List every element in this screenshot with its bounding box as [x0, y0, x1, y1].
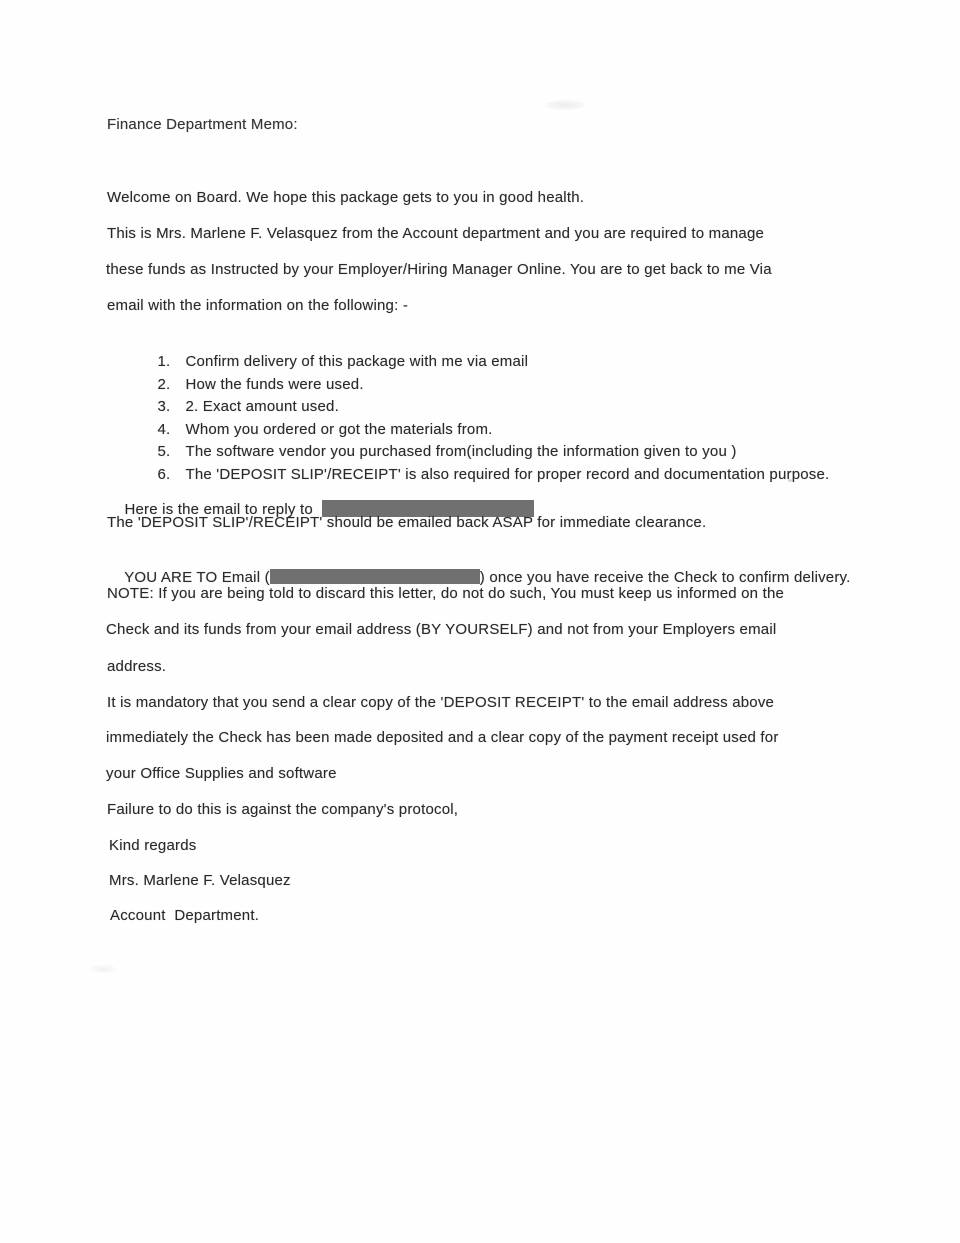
list-item-number: 5.: [157, 443, 171, 460]
list-item-number: 4.: [157, 421, 171, 438]
list-item-number: 2.: [157, 376, 171, 393]
signature-name: Mrs. Marlene F. Velasquez: [109, 872, 291, 889]
mandatory-line-1: It is mandatory that you send a clear copy of the 'DEPOSIT RECEIPT' to the email address above: [107, 694, 775, 711]
list-item-number: 1.: [157, 353, 171, 370]
clearance-line: The 'DEPOSIT SLIP'/RECEIPT' should be emailed back ASAP for immediate clearance.: [107, 514, 707, 531]
signature-department: Account Department.: [110, 907, 260, 924]
reply-email-prefix: Here is the email to reply to: [124, 501, 313, 518]
mandatory-line-2: immediately the Check has been made deposited and a clear copy of the payment receipt used for: [106, 729, 779, 746]
list-item-text: 2. Exact amount used.: [185, 398, 339, 415]
failure-line: Failure to do this is against the company's protocol,: [107, 801, 459, 818]
list-item-text: How the funds were used.: [185, 376, 364, 393]
scan-artifact-smudge: [545, 100, 585, 110]
list-item-number: 6.: [157, 466, 171, 483]
email-instruction-suffix: ) once you have receive the Check to confirm delivery.: [479, 569, 851, 586]
scan-artifact-smudge: [90, 965, 116, 973]
list-item-text: The software vendor you purchased from(including the information given to you ): [185, 443, 737, 460]
intro-line-2: these funds as Instructed by your Employer/Hiring Manager Online. You are to get back to me Via: [106, 261, 772, 278]
list-item-text: Confirm delivery of this package with me via email: [185, 353, 529, 370]
list-item-text: Whom you ordered or got the materials from.: [185, 421, 493, 438]
note-line-1: NOTE: If you are being told to discard this letter, do not do such, You must keep us informed on the: [107, 585, 785, 602]
note-line-2: Check and its funds from your email address (BY YOURSELF) and not from your Employers email: [106, 621, 777, 638]
note-line-3: address.: [107, 658, 167, 675]
mandatory-line-3: your Office Supplies and software: [106, 765, 337, 782]
list-item-text: The 'DEPOSIT SLIP'/RECEIPT' is also required for proper record and documentation purpose.: [185, 466, 830, 483]
email-instruction-prefix: YOU ARE TO Email (: [124, 569, 270, 586]
closing-line: Kind regards: [109, 837, 197, 854]
list-item-number: 3.: [157, 398, 171, 415]
intro-line-1: This is Mrs. Marlene F. Velasquez from the Account department and you are required to manage: [107, 225, 765, 242]
intro-line-3: email with the information on the following: -: [107, 297, 409, 314]
greeting-line: Welcome on Board. We hope this package gets to you in good health.: [107, 189, 585, 206]
memo-header: Finance Department Memo:: [107, 116, 298, 133]
redacted-recipient-email-bar: [270, 569, 480, 584]
